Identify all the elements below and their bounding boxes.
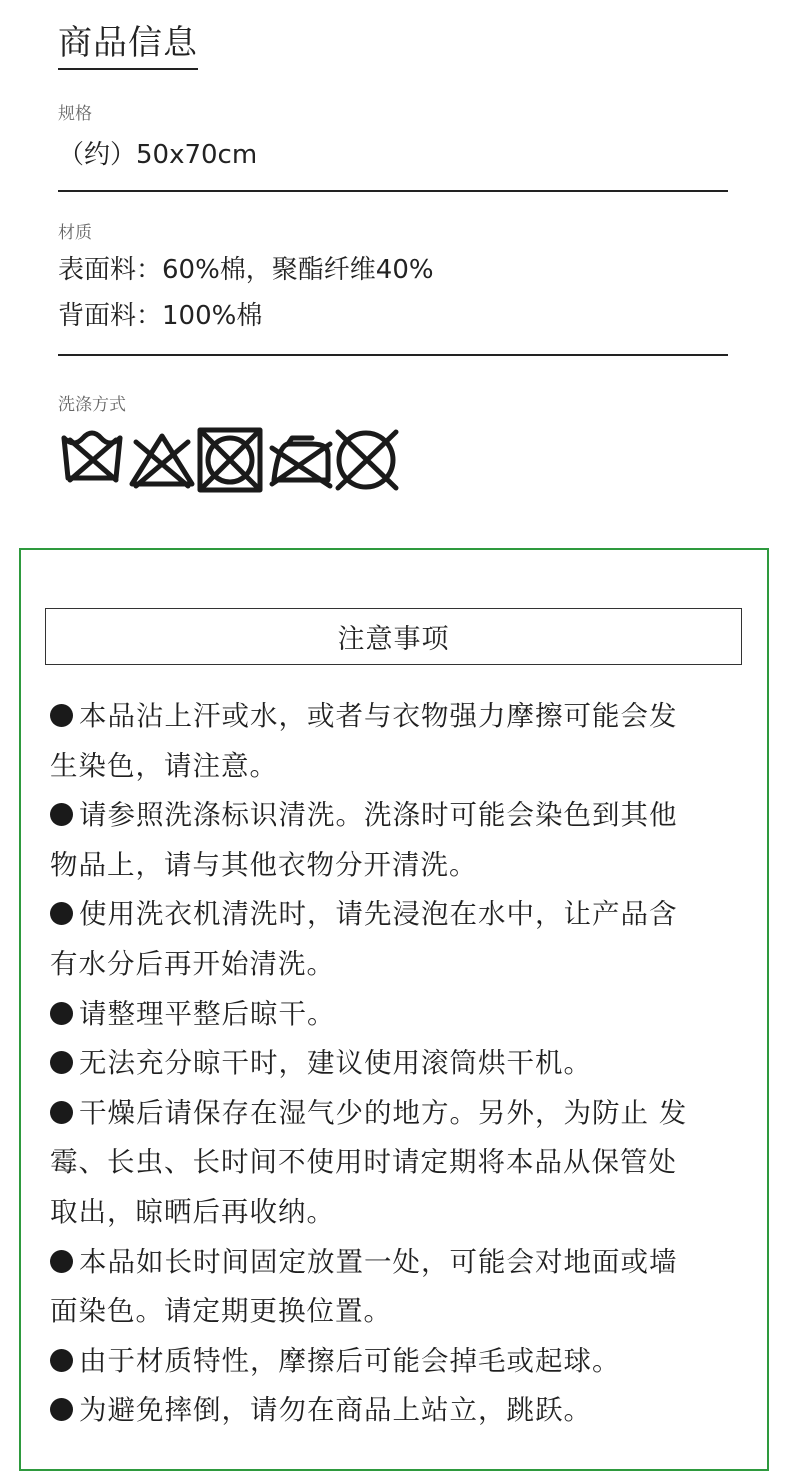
bullet-dot — [50, 1002, 73, 1025]
notice-list — [50, 692, 750, 1436]
notice-text: 取出，晾晒后再收纳。 — [50, 1195, 335, 1228]
notice-title: 注意事项 — [45, 608, 742, 665]
notice-line — [50, 1386, 750, 1436]
notice-line — [50, 1188, 750, 1238]
care-symbols — [60, 424, 404, 496]
washing-label: 洗涤方式 — [58, 395, 126, 415]
notice-line — [50, 990, 750, 1040]
notice-line — [50, 1238, 750, 1288]
section-title: 商品信息 — [58, 22, 198, 70]
notice-text: 霉、长虫、长时间不使用时请定期将本品从保管处 — [50, 1146, 677, 1179]
notice-line — [50, 742, 750, 792]
notice-text: 物品上，请与其他衣物分开清洗。 — [50, 848, 478, 881]
notice-text: 本品如长时间固定放置一处，可能会对地面或墙 — [79, 1245, 678, 1278]
do-not-bleach-icon — [132, 436, 192, 486]
bullet-dot — [50, 1101, 73, 1124]
notice-line — [50, 940, 750, 990]
divider — [58, 354, 728, 356]
notice-text: 使用洗衣机清洗时，请先浸泡在水中，让产品含 — [79, 898, 678, 931]
spec-value: （约）50x70cm — [58, 140, 258, 170]
notice-text: 本品沾上汗或水，或者与衣物强力摩擦可能会发 — [79, 700, 678, 732]
bullet-dot — [50, 1051, 73, 1074]
notice-text: 为避免摔倒，请勿在商品上站立，跳跃。 — [79, 1394, 592, 1427]
notice-line — [50, 1138, 750, 1188]
material-back: 背面料：100%棉 — [58, 301, 263, 331]
notice-line — [50, 1287, 750, 1337]
notice-text: 面染色。请定期更换位置。 — [50, 1295, 392, 1328]
bullet-dot — [50, 704, 73, 727]
material-label: 材质 — [58, 223, 92, 243]
spec-label: 规格 — [58, 104, 92, 124]
bullet-dot — [50, 1349, 73, 1372]
notice-line — [50, 1337, 750, 1387]
notice-text: 有水分后再开始清洗。 — [50, 947, 335, 980]
do-not-dry-clean-icon — [338, 432, 396, 488]
notice-line — [50, 692, 750, 742]
notice-text: 无法充分晾干时，建议使用滚筒烘干机。 — [79, 1047, 592, 1080]
notice-line — [50, 1039, 750, 1089]
notice-line — [50, 841, 750, 891]
divider — [58, 190, 728, 192]
notice-text: 由于材质特性，摩擦后可能会掉毛或起球。 — [79, 1344, 621, 1377]
bullet-dot — [50, 1398, 73, 1421]
bullet-dot — [50, 902, 73, 925]
bullet-dot — [50, 1250, 73, 1273]
material-front: 表面料：60%棉，聚酯纤维40% — [58, 255, 434, 285]
do-not-wash-icon — [64, 433, 120, 480]
do-not-iron-icon — [272, 438, 330, 486]
notice-text: 请整理平整后晾干。 — [79, 997, 336, 1030]
notice-line — [50, 1089, 750, 1139]
notice-text: 请参照洗涤标识清洗。洗涤时可能会染色到其他 — [79, 799, 678, 832]
notice-text: 干燥后请保存在湿气少的地方。另外，为防止 发 — [79, 1096, 688, 1129]
bullet-dot — [50, 803, 73, 826]
do-not-tumble-dry-icon — [200, 430, 260, 490]
notice-line — [50, 890, 750, 940]
notice-line — [50, 791, 750, 841]
notice-text: 生染色，请注意。 — [50, 749, 278, 782]
